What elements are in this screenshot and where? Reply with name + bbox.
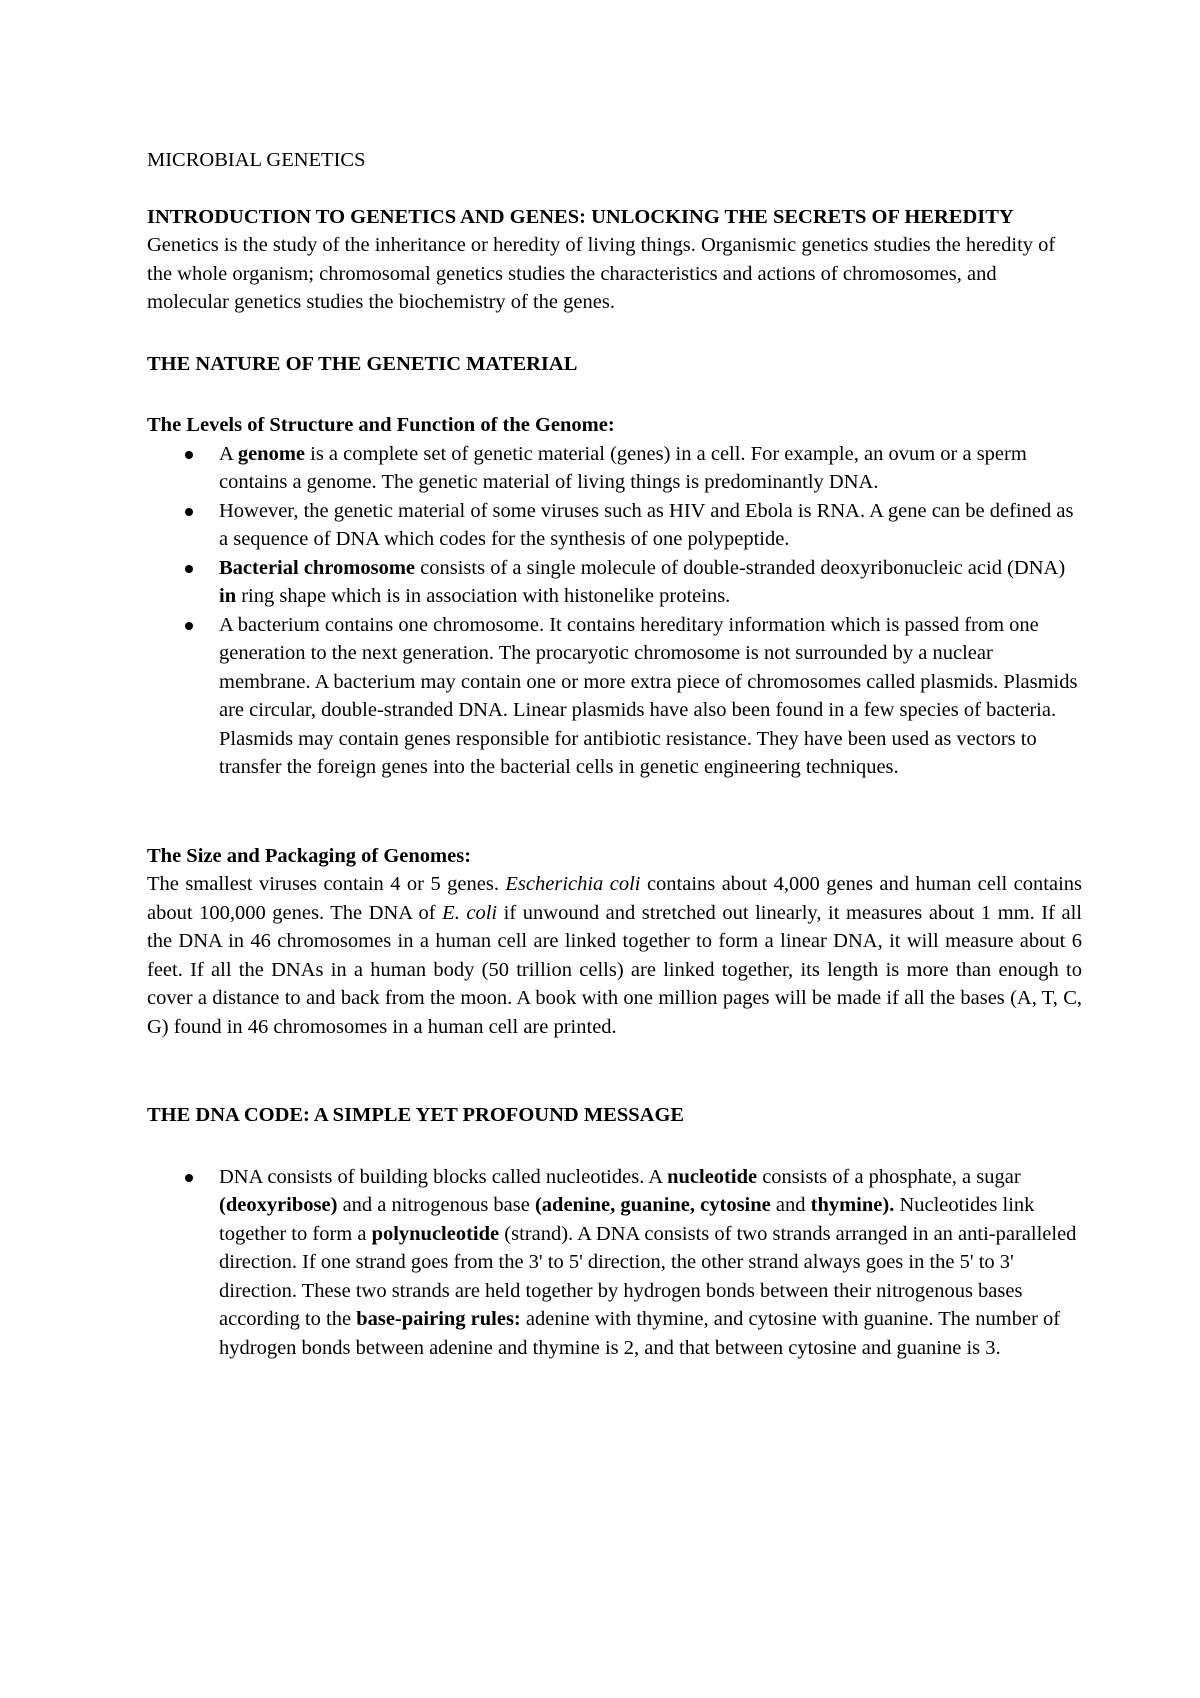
genome-size-paragraph (147, 870, 1082, 1041)
list-item (147, 554, 1082, 611)
bullet-bold-term: nucleotide (667, 1165, 758, 1188)
genome-levels-subheading: The Levels of Structure and Function of the Genome: (147, 414, 615, 436)
genome-size-subheading: The Size and Packaging of Genomes: (147, 844, 472, 867)
bullet-icon (185, 565, 193, 573)
italic-species: Escherichia coli (505, 873, 641, 895)
bullet-bold-term: (deoxyribose) (219, 1194, 338, 1216)
paragraph-text: if unwound and stretched out linearly, it measures about 1 mm. If all the DNA in 46 chromosomes in a human cell are linked together to form a linear DNA, it will measure about 6 feet. If all the DNAs in a human body (50 trillion cells) are linked together, its length is more than enough to cover a distance to and back from the moon. A book with one million pages will be made if all the bases (A, T, C, G) found in 46 chromosomes in a human cell are printed. (147, 901, 1082, 1038)
bullet-icon (185, 451, 193, 459)
bullet-icon (185, 1174, 193, 1182)
bullet-bold-term: in (219, 585, 237, 607)
list-item (147, 1163, 1082, 1363)
bullet-bold-term: genome (237, 442, 305, 465)
document-page (147, 146, 1082, 1362)
bullet-text: ring shape which is in association with histonelike proteins. (236, 585, 731, 607)
list-item (147, 440, 1082, 497)
bullet-icon (185, 622, 193, 630)
paragraph-text: The smallest viruses contain 4 or 5 genes. (147, 873, 506, 895)
bullet-text: consists of a single molecule of double-stranded deoxyribonucleic acid (DNA) (415, 556, 1066, 579)
bullet-text: and a nitrogenous base (337, 1194, 535, 1216)
bullet-text: A bacterium contains one chromosome. It contains hereditary information which is passed from one generation to the next generation. The procaryotic chromosome is not surrounded by a nuclear membrane. A bacterium may contain one or more extra piece of chromosomes called plasmids. Plasmids are circular, double-stranded DNA. Linear plasmids have also been found in a few species of bacteria. Plasmids may contain genes responsible for antibiotic resistance. They have been used as vectors to transfer the foreign genes into the bacterial cells in genetic engineering techniques. (219, 613, 1078, 778)
dna-code-heading: THE DNA CODE: A SIMPLE YET PROFOUND MESSAGE (147, 1104, 685, 1126)
bullet-text: adenine with thymine, and cytosine with guanine. The number of hydrogen bonds between adenine and thymine is 2, and that between cytosine and guanine is 3. (219, 1308, 1061, 1359)
genome-levels-list (147, 440, 1082, 782)
bullet-bold-term: thymine). (810, 1194, 895, 1216)
bullet-text: is a complete set of genetic material (genes) in a cell. For example, an ovum or a sperm contains a genome. The genetic material of living things is predominantly DNA. (219, 442, 1027, 493)
bullet-text: and (770, 1194, 811, 1216)
nature-heading: THE NATURE OF THE GENETIC MATERIAL (147, 352, 578, 375)
bullet-bold-term: Bacterial chromosome (219, 556, 416, 579)
bullet-icon (185, 508, 193, 516)
bullet-text: (strand). A DNA consists of two strands arranged in an anti-paralleled direction. If one strand goes from the 3' to 5' direction, the other strand always goes in the 5' to 3' direction. These two strands are held together by hydrogen bonds between their nitrogenous bases according to the (219, 1222, 1077, 1330)
bullet-bold-term: polynucleotide (371, 1222, 500, 1245)
list-item (147, 497, 1082, 554)
italic-species: E. coli (442, 901, 498, 924)
dna-code-list (147, 1163, 1082, 1363)
list-item (147, 611, 1082, 782)
intro-paragraph: Genetics is the study of the inheritance or heredity of living things. Organismic genetics studies the heredity of the whole organism; chromosomal genetics studies the characteristics and actions of chromosomes, and molecular genetics studies the biochemistry of the genes. (147, 234, 1056, 313)
bullet-text: Nucleotides link together to form a (219, 1194, 1035, 1245)
bullet-text: A (219, 442, 238, 465)
intro-heading: INTRODUCTION TO GENETICS AND GENES: UNLOCKING THE SECRETS OF HEREDITY (147, 205, 1014, 228)
bullet-bold-term: (adenine, guanine, cytosine (534, 1194, 771, 1216)
document-title: MICROBIAL GENETICS (147, 149, 366, 171)
bullet-text: consists of a phosphate, a sugar (757, 1165, 1021, 1188)
bullet-text: However, the genetic material of some viruses such as HIV and Ebola is RNA. A gene can be defined as a sequence of DNA which codes for the synthesis of one polypeptide. (219, 499, 1074, 550)
bullet-bold-term: base-pairing rules: (356, 1308, 521, 1330)
bullet-text: DNA consists of building blocks called nucleotides. A (219, 1165, 668, 1188)
paragraph-text: contains about 4,000 genes and human cell contains about 100,000 genes. The DNA of (147, 873, 1082, 924)
